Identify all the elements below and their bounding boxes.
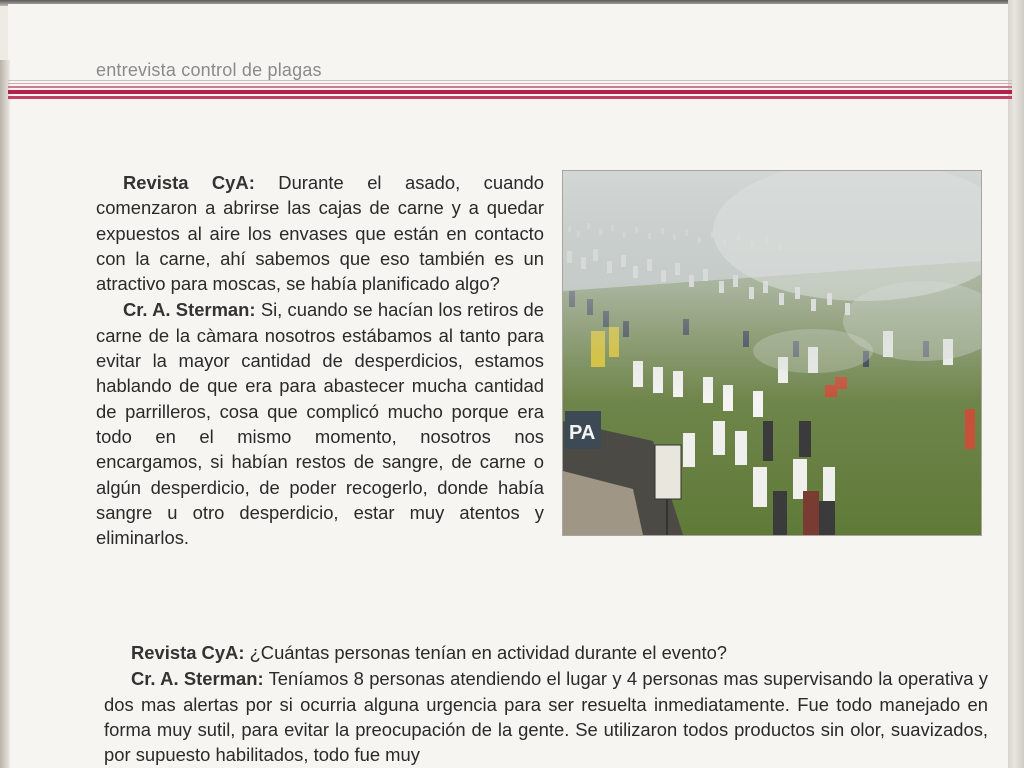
paragraph-text: ¿Cuántas personas tenían en actividad durante el evento? [244, 642, 728, 663]
interview-paragraph [104, 666, 988, 767]
page-edge-right [1008, 0, 1024, 768]
header-rule [8, 90, 1012, 94]
header-rule [8, 80, 1012, 81]
speaker-label: Revista CyA: [123, 172, 255, 193]
header-rule [8, 96, 1012, 99]
interview-paragraph [104, 640, 988, 665]
event-photo [562, 170, 982, 536]
header-rule [8, 86, 1012, 88]
speaker-label: Cr. A. Sterman: [123, 299, 256, 321]
paragraph-text: Si, cuando se hacían los retiros de carne de la càmara nosotros estábamos al tanto para evitar la mayor cantidad de desperdicios, estamos hablando de que era para abastecer mucha cantidad de parrilleros, cosa que complicó mucho porque era todo en el mismo momento, nosotros nos encargamos, si habían restos de sangre, de carne o algún desperdicio, de poder recogerlo, donde había sangre u otro desperdicio, estar muy atentos y eliminarlos. [96, 299, 544, 549]
interview-column [96, 170, 544, 551]
interview-paragraph [96, 170, 544, 296]
sign-text: PA [569, 422, 596, 444]
interview-bottom [104, 640, 988, 768]
speaker-label: Cr. A. Sterman: [131, 668, 264, 690]
section-title: entrevista control de plagas [96, 60, 322, 80]
interview-paragraph [96, 297, 544, 550]
paragraph-text: Teníamos 8 personas atendiendo el lugar y 4 personas mas supervisando la operativa y dos mas alertas por si ocurria alguna urgencia para ser resuelta inmediatamente. Fue todo manejado en forma muy sutil, para evitar la preocupación de la gente. Se utilizaron todos productos sin olor, suavizados, por supuesto habilitados, todo fue muy [104, 668, 988, 766]
page-edge-left [0, 60, 10, 768]
paragraph-text: Durante el asado, cuando comenzaron a abrirse las cajas de carne y a quedar expuestos al aire los envases que están en contacto con la carne, ahí sabemos que eso también es un atractivo para moscas, se había planificado algo? [96, 172, 545, 295]
header-rule [8, 83, 1012, 84]
speaker-label: Revista CyA: [131, 642, 245, 663]
